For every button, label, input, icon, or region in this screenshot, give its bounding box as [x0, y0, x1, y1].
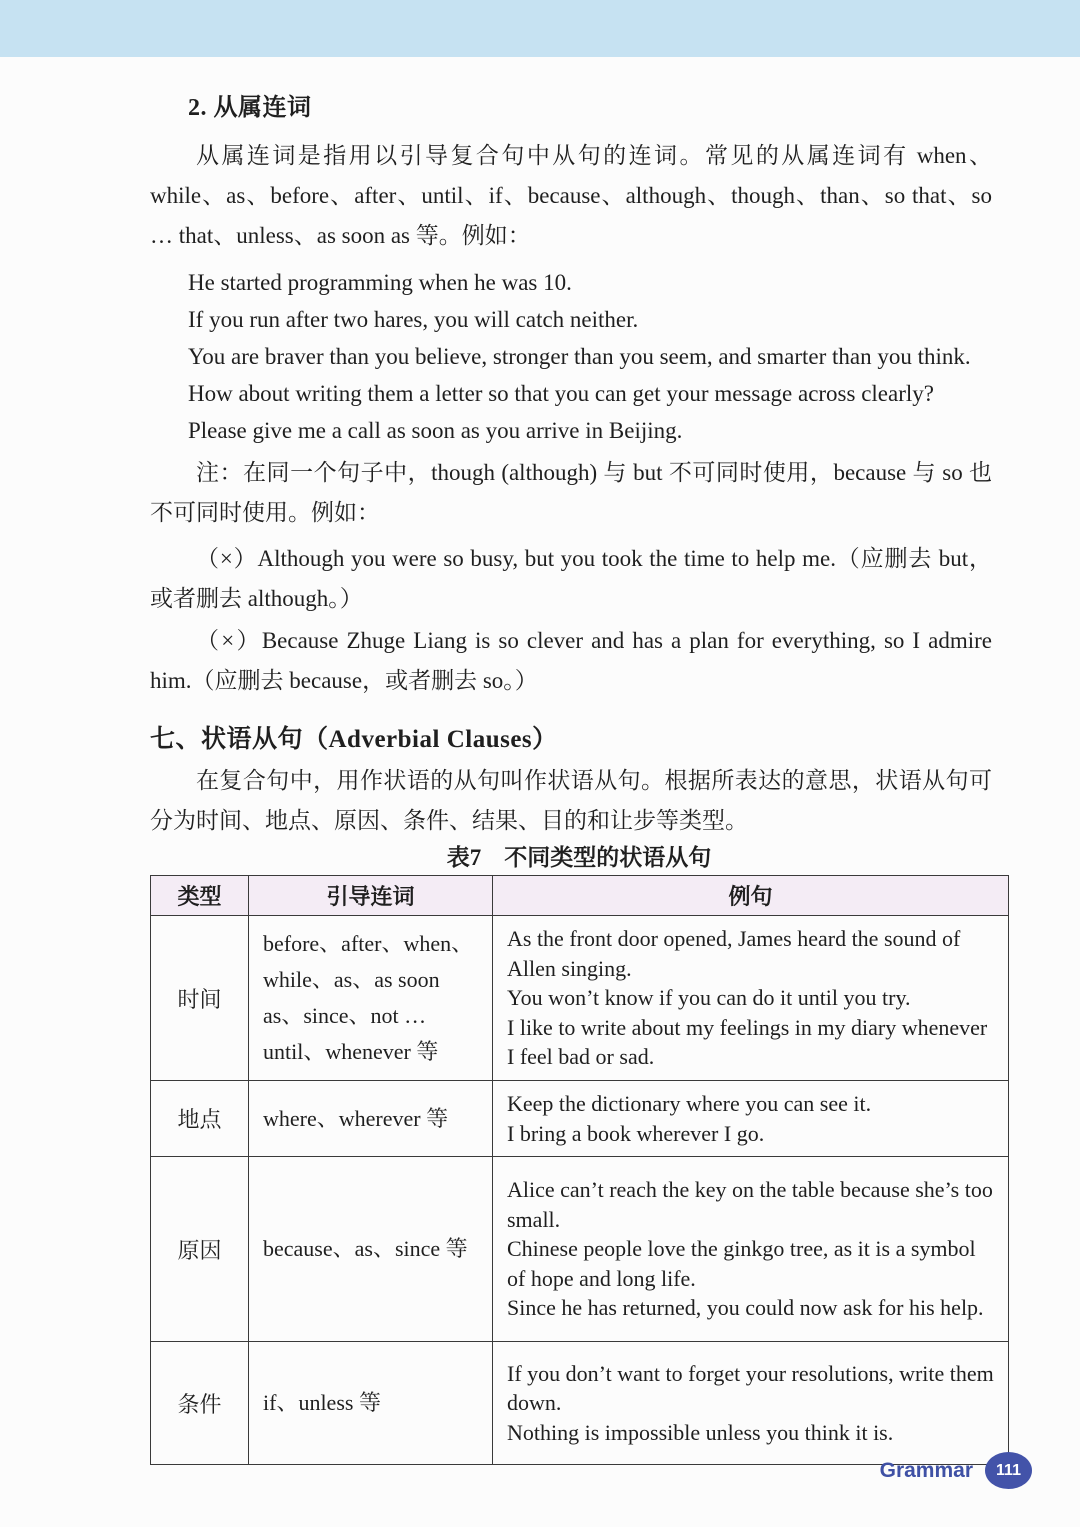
- table-example-sentence: If you don’t want to forget your resolutions, write them down.: [507, 1360, 994, 1416]
- table-example-sentence: I bring a book wherever I go.: [507, 1120, 765, 1146]
- cell-type: 地点: [151, 1081, 249, 1157]
- cell-type: 时间: [151, 916, 249, 1081]
- paragraph-conjunctions-intro: 从属连词是指用以引导复合句中从句的连词。常见的从属连词有 when、while、as、before、after、until、if、because、although、though、than、so that、so … that、unless、as soon as 等。例如：: [150, 143, 992, 248]
- footer-section-label: Grammar: [879, 1458, 973, 1482]
- table-row-condition: [151, 1342, 1009, 1465]
- paragraph-adverbial-intro: 在复合句中，用作状语的从句叫作状语从句。根据所表达的意思，状语从句可分为时间、地点、原因、条件、结果、目的和让步等类型。: [150, 768, 992, 833]
- table-example-sentence: Nothing is impossible unless you think it is.: [507, 1419, 894, 1445]
- table-example-sentence: You won’t know if you can do it until you try.: [507, 985, 911, 1011]
- cell-conjunctions: where、wherever 等: [249, 1081, 493, 1157]
- cell-examples: [493, 1342, 1009, 1465]
- cell-examples: [493, 1081, 1009, 1157]
- column-header-type: 类型: [151, 876, 249, 916]
- table-row-cause: [151, 1157, 1009, 1342]
- paragraph-usage-note: 注：在同一个句子中，though (although) 与 but 不可同时使用，because 与 so 也不可同时使用。例如：: [150, 460, 992, 525]
- table-header-row: [151, 876, 1009, 916]
- cell-type: 条件: [151, 1342, 249, 1465]
- example-sentences: [150, 264, 1010, 449]
- incorrect-example-2: （×）Because Zhuge Liang is so clever and has a plan for everything, so I admire him.（应删去 because，或者删去 so。）: [150, 628, 992, 693]
- column-header-examples: 例句: [493, 876, 1009, 916]
- subsection-heading-conjunctions: 2. 从属连词: [188, 95, 312, 121]
- example-sentence: Please give me a call as soon as you arrive in Beijing.: [188, 418, 683, 443]
- cell-conjunctions: before、after、when、while、as、as soon as、since、not … until、whenever 等: [249, 916, 493, 1081]
- table-row-place: [151, 1081, 1009, 1157]
- page-number-badge: 111: [985, 1452, 1032, 1489]
- example-sentence: He started programming when he was 10.: [188, 270, 572, 295]
- cell-examples: [493, 1157, 1009, 1342]
- table-example-sentence: Since he has returned, you could now ask for his help.: [507, 1295, 984, 1321]
- column-header-conjunctions: 引导连词: [249, 876, 493, 916]
- example-sentence: If you run after two hares, you will catch neither.: [188, 307, 639, 332]
- section-heading-adverbial-clauses: 七、状语从句（Adverbial Clauses）: [150, 726, 558, 753]
- table-example-sentence: Keep the dictionary where you can see it.: [507, 1091, 872, 1116]
- table-example-sentence: As the front door opened, James heard the sound of Allen singing.: [507, 926, 961, 981]
- page-top-banner: [0, 0, 1080, 57]
- incorrect-example-1: （×）Although you were so busy, but you took the time to help me.（应删去 but，或者删去 although。）: [150, 546, 992, 611]
- cell-type: 原因: [151, 1157, 249, 1342]
- cell-examples: [493, 916, 1009, 1081]
- table-example-sentence: Alice can’t reach the key on the table because she’s too small.: [507, 1177, 993, 1232]
- table-row-time: [151, 916, 1009, 1081]
- cell-conjunctions: because、as、since 等: [249, 1157, 493, 1342]
- cell-conjunctions: if、unless 等: [249, 1342, 493, 1465]
- table-example-sentence: Chinese people love the ginkgo tree, as it is a symbol of hope and long life.: [507, 1236, 976, 1291]
- table-example-sentence: I like to write about my feelings in my diary whenever I feel bad or sad.: [507, 1014, 988, 1070]
- table-caption: 表7 不同类型的状语从句: [446, 845, 712, 870]
- page-content: [150, 57, 1010, 1465]
- adverbial-clauses-table: [150, 875, 1009, 1465]
- example-sentence: You are braver than you believe, stronger than you seem, and smarter than you think.: [188, 344, 971, 369]
- page-footer: [880, 1452, 1032, 1489]
- example-sentence: How about writing them a letter so that you can get your message across clearly?: [188, 381, 934, 406]
